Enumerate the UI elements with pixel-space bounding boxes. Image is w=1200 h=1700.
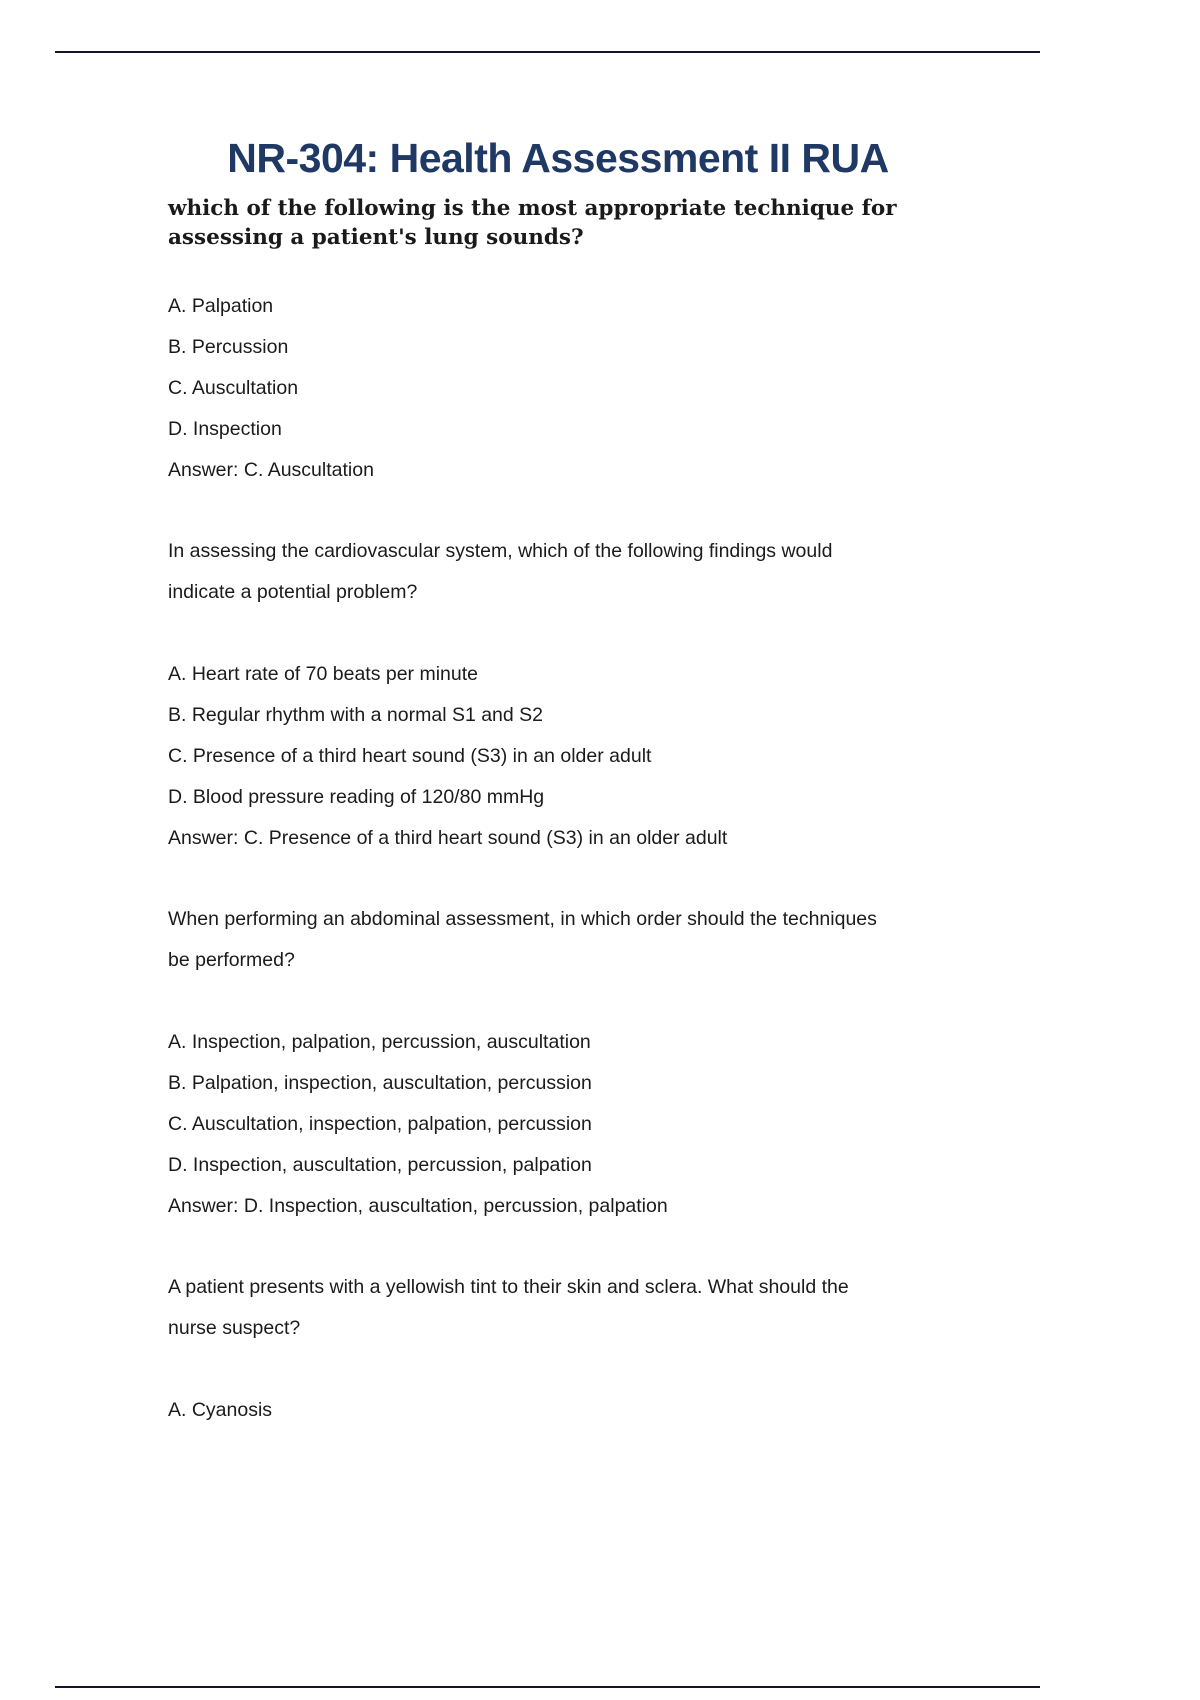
bottom-rule bbox=[55, 1686, 1040, 1688]
option-d: D. Blood pressure reading of 120/80 mmHg bbox=[168, 786, 545, 808]
question-line: assessing a patient's lung sounds? bbox=[168, 225, 584, 250]
question-4-text bbox=[168, 1267, 948, 1349]
option-d: D. Inspection, auscultation, percussion, palpation bbox=[168, 1154, 592, 1176]
question-line: A patient presents with a yellowish tint to their skin and sclera. What should the bbox=[168, 1276, 849, 1298]
option-a: A. Cyanosis bbox=[168, 1399, 273, 1421]
question-1-text bbox=[168, 194, 948, 252]
answer-line: Answer: C. Presence of a third heart sound (S3) in an older adult bbox=[168, 827, 728, 849]
question-line: In assessing the cardiovascular system, which of the following findings would bbox=[168, 540, 833, 562]
question-2-text bbox=[168, 531, 948, 613]
option-c: C. Auscultation, inspection, palpation, percussion bbox=[168, 1113, 592, 1135]
question-1-options bbox=[168, 286, 948, 491]
option-c: C. Presence of a third heart sound (S3) in an older adult bbox=[168, 745, 652, 767]
option-b: B. Palpation, inspection, auscultation, percussion bbox=[168, 1072, 592, 1094]
option-a: A. Inspection, palpation, percussion, auscultation bbox=[168, 1031, 591, 1053]
option-a: A. Heart rate of 70 beats per minute bbox=[168, 663, 479, 685]
question-2-options bbox=[168, 654, 948, 859]
question-3-text bbox=[168, 899, 948, 981]
option-a: A. Palpation bbox=[168, 295, 274, 317]
option-c: C. Auscultation bbox=[168, 377, 299, 399]
top-rule bbox=[55, 51, 1040, 53]
question-line: indicate a potential problem? bbox=[168, 581, 418, 603]
question-line: which of the following is the most appropriate technique for bbox=[168, 196, 897, 221]
document-content bbox=[168, 132, 948, 1431]
option-b: B. Percussion bbox=[168, 336, 289, 358]
question-4-options bbox=[168, 1390, 948, 1431]
page-title: NR-304: Health Assessment II RUA bbox=[227, 135, 889, 181]
option-b: B. Regular rhythm with a normal S1 and S2 bbox=[168, 704, 544, 726]
question-3-options bbox=[168, 1022, 948, 1227]
question-line: be performed? bbox=[168, 949, 295, 971]
option-d: D. Inspection bbox=[168, 418, 282, 440]
question-line: When performing an abdominal assessment, in which order should the techniques bbox=[168, 908, 877, 930]
answer-line: Answer: D. Inspection, auscultation, percussion, palpation bbox=[168, 1195, 668, 1217]
question-line: nurse suspect? bbox=[168, 1317, 301, 1339]
answer-line: Answer: C. Auscultation bbox=[168, 459, 374, 481]
